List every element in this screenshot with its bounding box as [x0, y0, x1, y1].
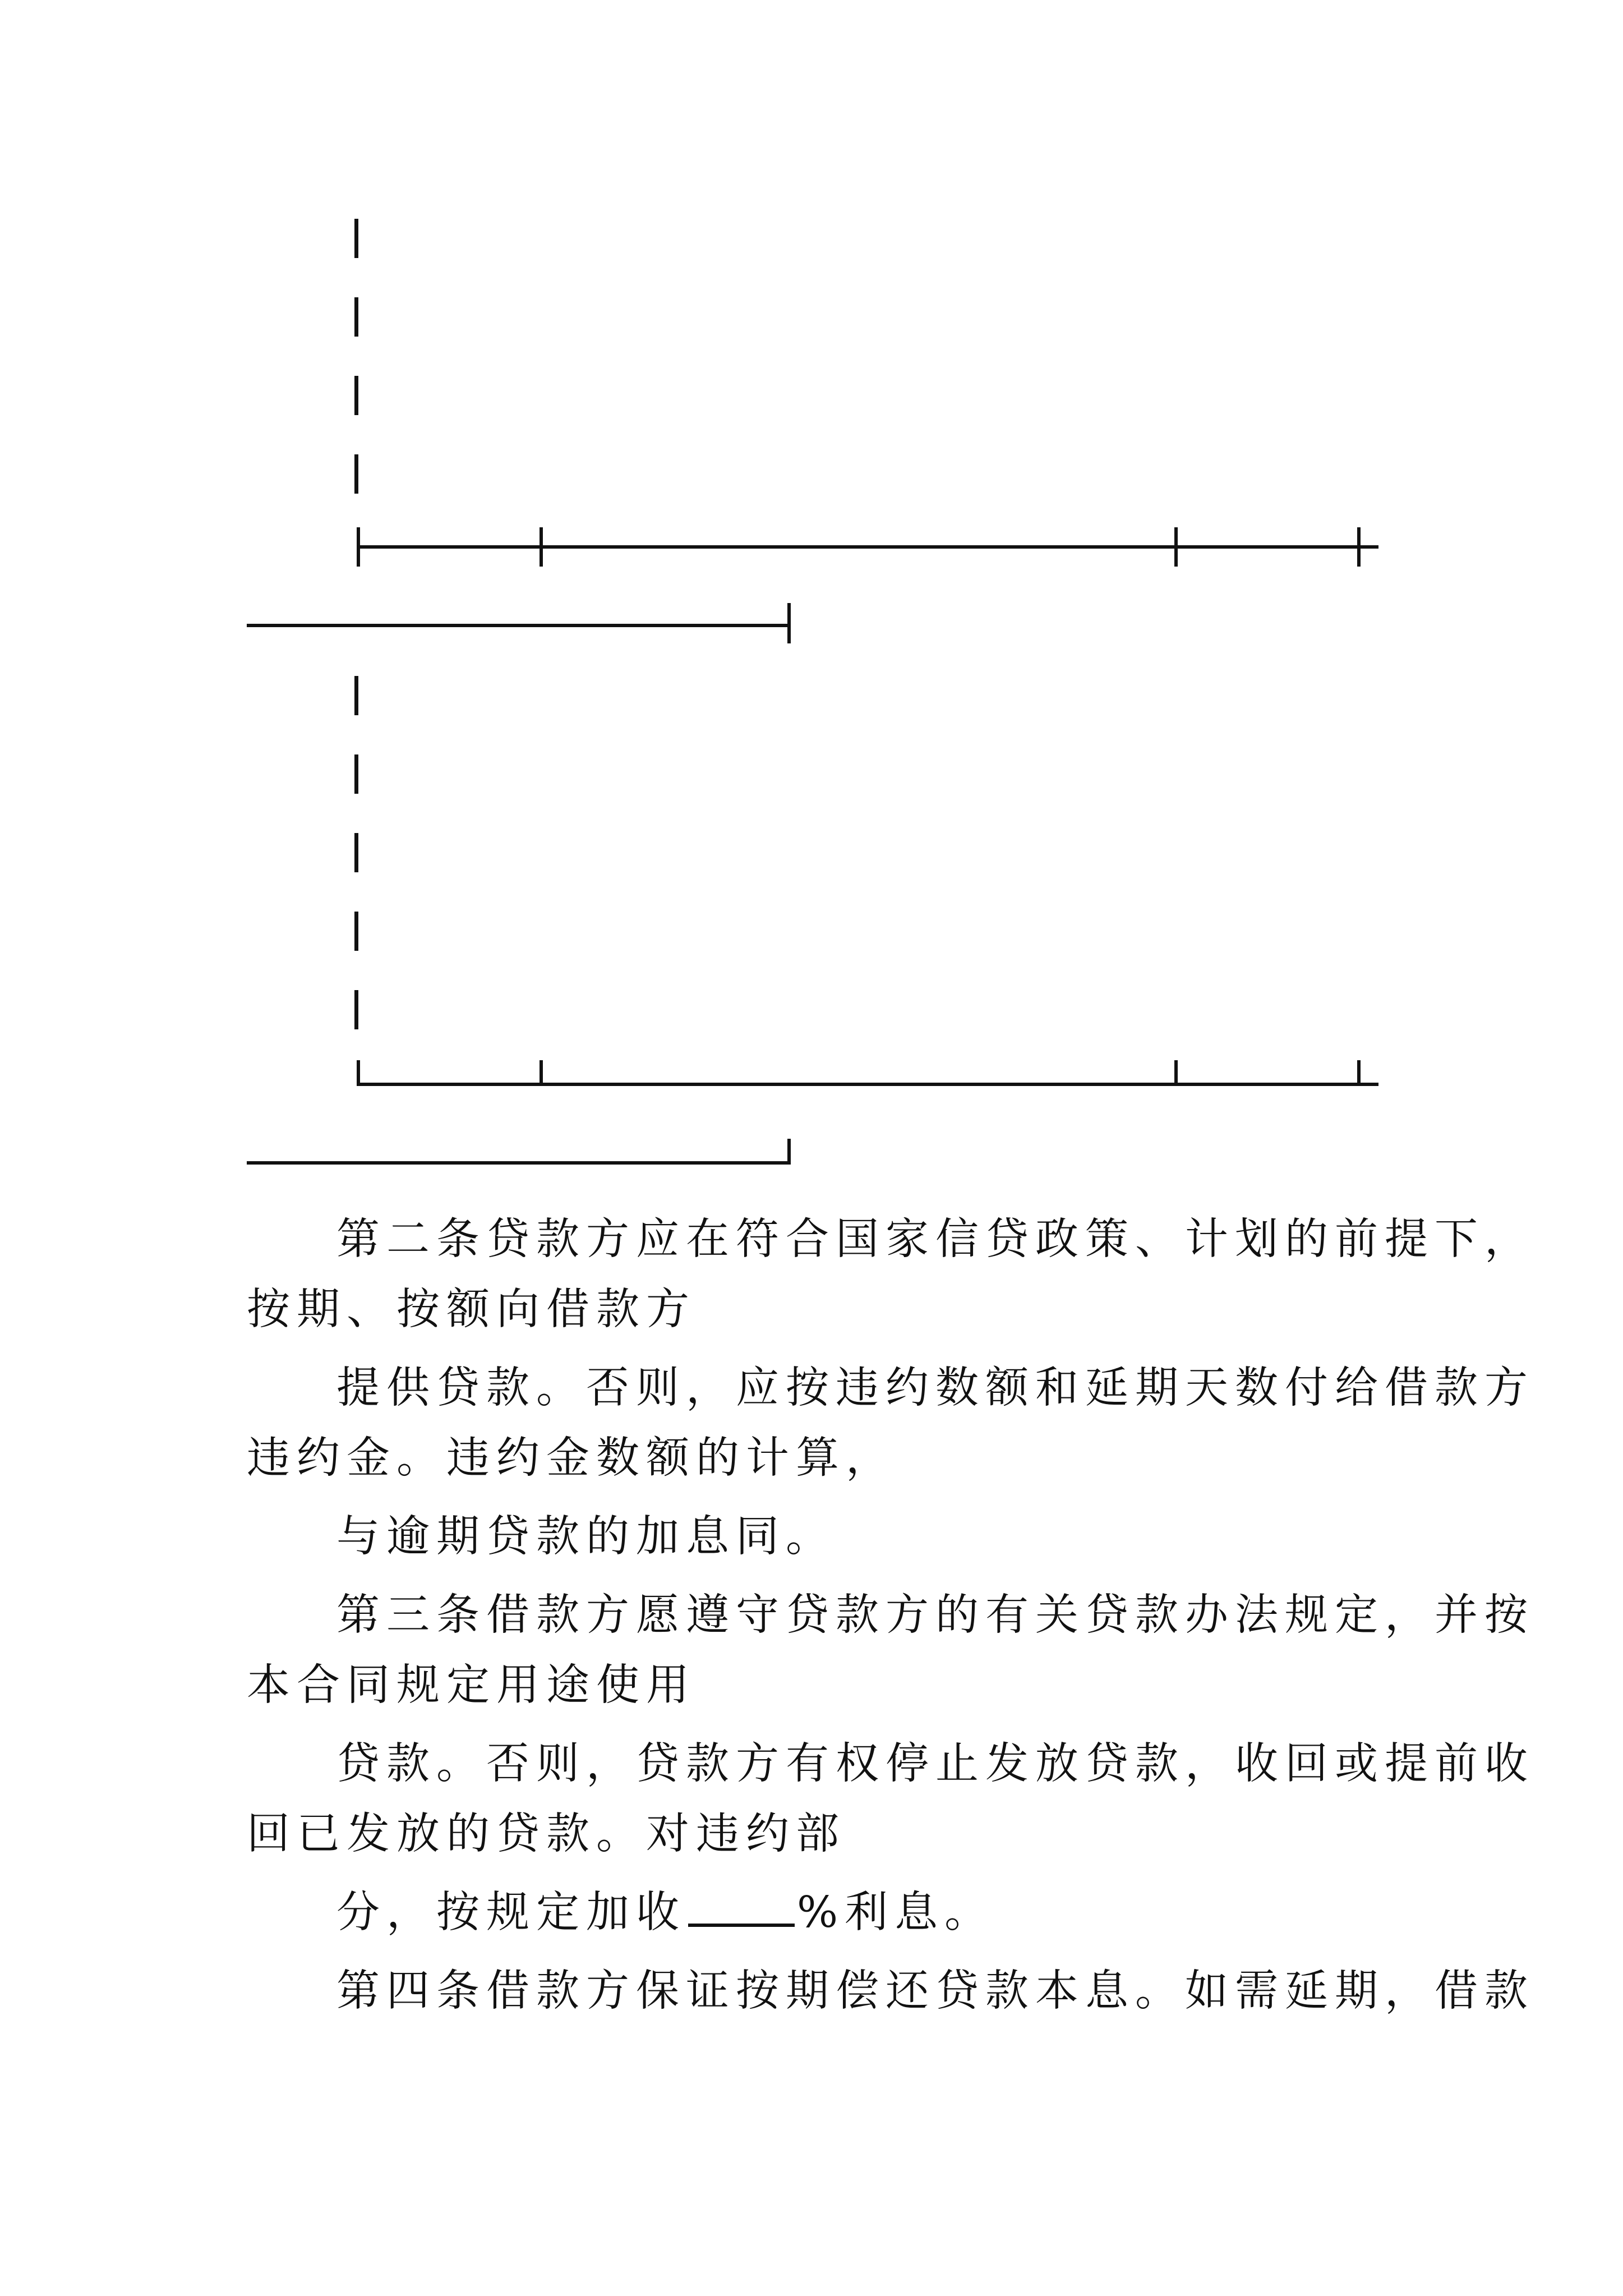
- table-junction: [787, 603, 791, 643]
- table-junction: [1174, 1060, 1178, 1086]
- table-horizontal-rule: [247, 1161, 790, 1165]
- text-after-blank: %利息。: [797, 1888, 995, 1938]
- paragraph-line: 与逾期贷款的加息同。: [336, 1512, 836, 1562]
- table-vertical-rule: [354, 454, 358, 494]
- table-horizontal-rule: [357, 545, 1378, 549]
- paragraph-line: 第四条借款方保证按期偿还贷款本息。如需延期，借款: [336, 1966, 1534, 2016]
- table-vertical-rule: [354, 376, 358, 415]
- paragraph-line: 贷款。否则，贷款方有权停止发放贷款，收回或提前收: [336, 1739, 1534, 1789]
- table-junction: [357, 1060, 360, 1086]
- table-junction: [540, 1060, 543, 1086]
- table-junction: [1174, 527, 1178, 567]
- fill-in-blank: [688, 1887, 795, 1927]
- paragraph-line: 第三条借款方愿遵守贷款方的有关贷款办法规定，并按: [336, 1590, 1534, 1640]
- paragraph-line: 第二条贷款方应在符合国家信贷政策、计划的前提下，: [336, 1214, 1534, 1264]
- table-vertical-rule: [354, 219, 358, 258]
- table-vertical-rule: [354, 833, 358, 872]
- table-vertical-rule: [354, 912, 358, 951]
- table-junction: [540, 527, 543, 567]
- text-before-blank: 分，按规定加收: [336, 1888, 686, 1938]
- table-horizontal-rule: [357, 1083, 1378, 1086]
- table-junction: [357, 527, 360, 567]
- table-vertical-rule: [354, 990, 358, 1029]
- table-horizontal-rule: [247, 624, 790, 627]
- table-junction: [1357, 527, 1361, 567]
- table-junction: [787, 1139, 791, 1165]
- paragraph-line: 回已发放的贷款。对违约部: [247, 1809, 846, 1859]
- paragraph-line-with-blank: [336, 1885, 994, 1941]
- paragraph-line: 违约金。违约金数额的计算，: [247, 1433, 896, 1483]
- table-vertical-rule: [354, 754, 358, 794]
- paragraph-line: 按期、按额向借款方: [247, 1285, 696, 1335]
- paragraph-line: 提供贷款。否则，应按违约数额和延期天数付给借款方: [336, 1363, 1534, 1413]
- table-vertical-rule: [354, 297, 358, 337]
- paragraph-line: 本合同规定用途使用: [247, 1660, 696, 1710]
- table-junction: [1357, 1060, 1361, 1086]
- table-vertical-rule: [354, 676, 358, 715]
